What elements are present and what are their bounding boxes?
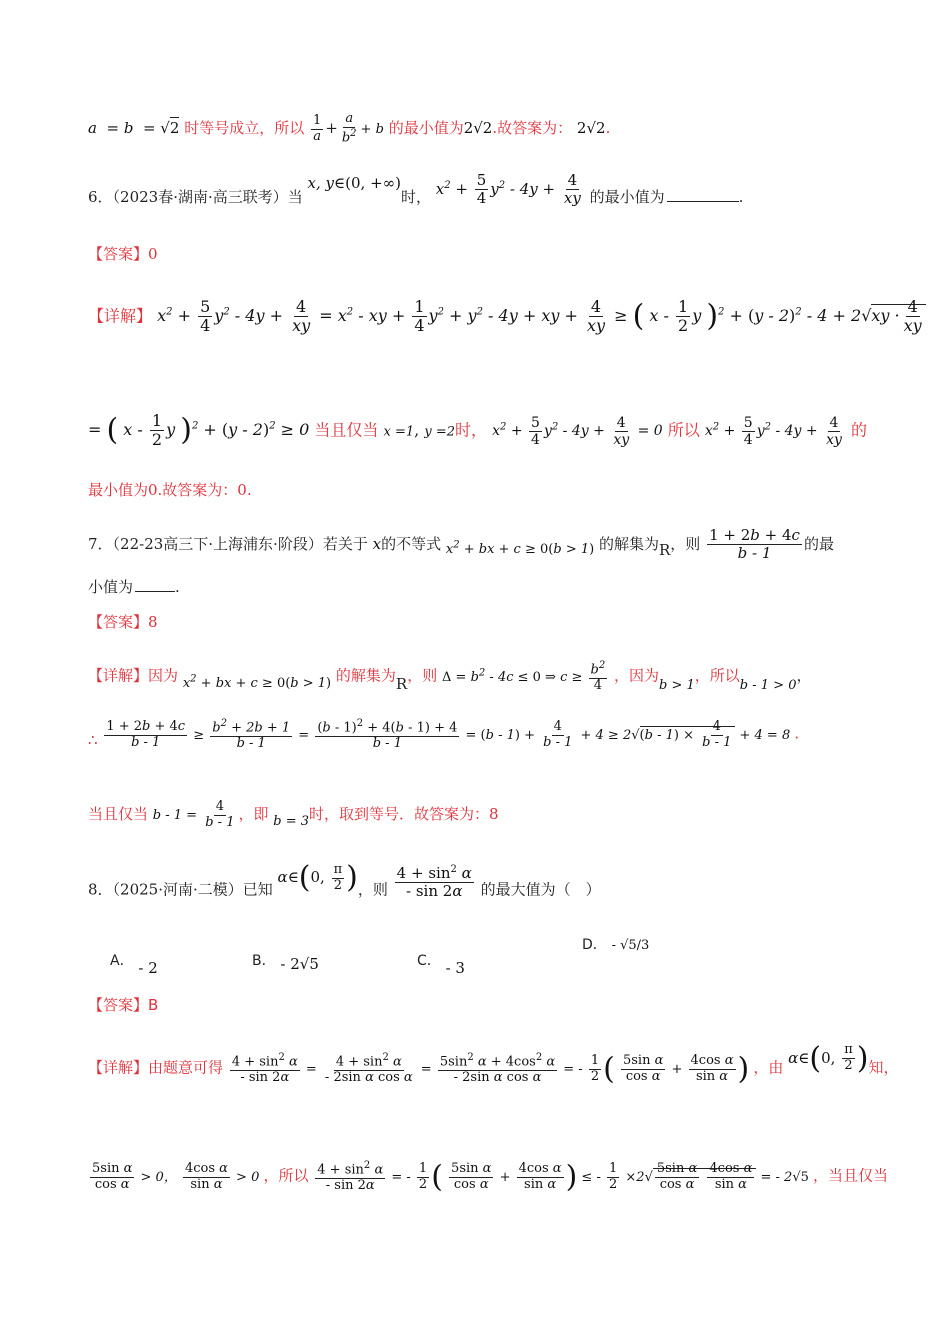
q8-zhi: 知， [868, 1058, 899, 1077]
q7-b-eq-3: b = 3 [273, 813, 310, 829]
q7-line2: 小值为 [88, 578, 134, 596]
q6-detail-expr4: $x^2$ + $\frac{5}{4}$ $y^2 - 4y$ + $\frac{4}{xy}$ [704, 414, 842, 448]
q8-domain: α∈(0, $\frac{\pi}{2}$ ) [277, 860, 358, 896]
q6-stem: 6．（2023春·湖南·高三联考）当 x, y∈(0, +∞)时， $x^2$ + $\frac{5}{4}$ $y^2 - 4y$ + $\frac{4}{xy}$ 的最小值为 . [88, 171, 744, 208]
option-b-label: B． [252, 953, 276, 969]
q6-expression: $x^2$ + $\frac{5}{4}$ $y^2 - 4y$ + $\frac{4}{xy}$ [435, 171, 581, 208]
q6-cond: 当且仅当 [314, 420, 379, 440]
q8-answer-value: B [148, 996, 159, 1014]
detail-label: 【详解】 [88, 666, 149, 685]
q8-detail-expr3: $\frac{4 + \sin^2 \alpha}{- \sin 2\alpha}$ = - $\frac{1}{2}$ ( $\frac{\text{5sin α}}{\text{cos α}}$ + $\frac{\text{4cos α}}{\text{sin α}}$ ) ≤ - $\frac{1}{2}$ ×2√ $\frac{\text{5sin α}}{\text{cos α}}$ $\frac{\text{4cos α}}{\text{sin α}}$ = - 2√5 [317, 1159, 809, 1195]
q7-answer [88, 612, 158, 632]
q7-b-minus-1: b - 1 > 0 [739, 677, 797, 693]
q7-detail-line3 [88, 800, 499, 831]
q6-source: （2023春·湖南·高三联考）当 [112, 187, 303, 206]
q6-suoyi: 所以 [667, 420, 700, 440]
q7-r: R [658, 540, 671, 559]
q8-number: 8． [88, 880, 113, 899]
q8-end: ，当且仅当 [813, 1166, 889, 1185]
q8-detail-expr2: $\frac{\text{5sin α}}{\text{cos α}}$ > 0， $\frac{\text{4cos α}}{\text{sin α}}$ > 0 [92, 1160, 264, 1192]
option-c[interactable] [417, 950, 465, 977]
q6-mid: 时， [400, 187, 431, 206]
q7-detail-line2: ∴ $\frac{1 + 2b + 4c}{b - 1}$ ≥ $\frac{b^2 + 2b + 1}{b - 1}$ = $\frac{(b - 1)^2 + 4(b - 1) + 4}{b - 1}$ = (b - 1) + $\frac{4}{b - 1}$ + 4 ≥ 2√(b - 1) × $\frac{4}{b - 1}$ + 4 = 8 . [88, 718, 800, 752]
q7-detail-line1: 【详解】因为 $x^2$ + bx + c ≥ 0(b > 1) 的解集为R，则 $\Delta = b^2 - 4c \le 0$ ⇒ c ≥ $\frac{b^2}{4}$ ，因为b > 1，所以b - 1 > 0， [88, 660, 812, 694]
q6-shi: 时， [454, 420, 487, 440]
option-a-value: - 2 [138, 959, 158, 977]
q6-detail-expr3: $x^2$ + $\frac{5}{4}$ $y^2 - 4y$ + $\frac{4}{xy}$ = 0 [492, 414, 663, 448]
q7-source: （22-23高三下·上海浦东·阶段）若关于 [112, 534, 368, 553]
prev-tail-text3: .故答案为： [492, 119, 573, 138]
option-a-label: A． [110, 953, 134, 969]
q8-source: （2025·河南·二模）已知 [112, 880, 273, 899]
answer-label: 【答案】 [88, 996, 149, 1014]
q6-detail-line2: = ( x - $\frac{1}{2}$ y )$^2$ + (y - 2)$^2$ ≥ 0 当且仅当 x =1, y =2时， $x^2$ + $\frac{5}{4}$ $y^2 - 4y$ + $\frac{4}{xy}$ = 0 所以 $x^2$ + $\frac{5}{4}$ $y^2 - 4y$ + $\frac{4}{xy}$ 的 [88, 411, 868, 450]
q8-ask: 的最大值为（ ） [480, 880, 601, 899]
q7-r2: R [395, 674, 408, 693]
q7-because: 因为 [148, 666, 179, 685]
q7-last-eq: b - 1 = $\frac{4}{b - 1}$ [152, 799, 235, 830]
q7-answer-value: 8 [148, 613, 158, 631]
q8-you: ，由 [753, 1058, 784, 1077]
q8-expression: $\frac{4 + \sin^2 \alpha}{- \sin 2\alpha}$ [396, 864, 472, 901]
q7-because2: ，因为 [614, 666, 660, 685]
option-d[interactable] [582, 934, 649, 954]
q6-cond-x: x =1 [383, 424, 415, 440]
prev-min-value: 2√2 [463, 119, 493, 138]
q7-then: ，则 [407, 666, 438, 685]
q8-intro: 由题意可得 [148, 1058, 224, 1077]
detail-label: 【详解】 [88, 306, 153, 326]
q7-so: ，所以 [694, 666, 740, 685]
prev-answer-value: 2√2 [576, 119, 606, 138]
q7-chain: $\frac{1 + 2b + 4c}{b - 1}$ ≥ $\frac{b^2 + 2b + 1}{b - 1}$ = $\frac{(b - 1)^2 + 4(b - 1) + 4}{b - 1}$ = (b - 1) + $\frac{4}{b - 1}$ + 4 ≥ 2√(b - 1) × $\frac{4}{b - 1}$ + 4 = 8 [106, 718, 795, 752]
q7-source2: 的不等式 [381, 534, 442, 553]
therefore-symbol: ∴ [88, 730, 98, 749]
q8-then: ，则 [357, 880, 388, 899]
q8-detail-line1 [88, 1040, 899, 1087]
option-b-value: - 2√5 [280, 955, 319, 973]
q6-final: 最小值为0.故答案为：0. [88, 481, 252, 499]
q6-detail-expr2: = ( x - $\frac{1}{2}$ y )$^2$ + (y - 2)$^2$ ≥ 0 [88, 411, 310, 450]
q7-stem [88, 527, 834, 563]
frac-1-over-a: $\frac{1}{a}$ [312, 112, 322, 144]
option-d-value: - √5/3 [611, 938, 650, 953]
q7-last-c: 时，取到等号．故答案为：8 [309, 804, 499, 823]
q7-x: x [372, 534, 382, 553]
q7-source4: ，则 [670, 534, 701, 553]
q7-blank [135, 577, 175, 592]
answer-label: 【答案】 [88, 613, 149, 631]
equality-condition: a = b = √2 [88, 119, 180, 138]
q8-detail-line2 [88, 1160, 888, 1194]
option-c-label: C． [417, 953, 441, 969]
detail-label: 【详解】 [88, 1058, 149, 1077]
q8-domain2: α∈(0, $\frac{\pi}{2}$ ) [788, 1040, 869, 1076]
q7-fraction: $\frac{1 + 2b + 4c}{b - 1}$ [709, 526, 800, 563]
prev-tail-text2: 的最小值为 [388, 119, 464, 138]
prev-answer-line: a = b = √2 时等号成立，所以 $\frac{1}{a}$ + $\frac{a}{b^2}$ + b 的最小值为2√2.故答案为： 2√2. [88, 111, 611, 146]
frac-a-over-b2: $\frac{a}{b^2}$ [341, 111, 357, 146]
q7-last-a: 当且仅当 [88, 804, 149, 823]
answer-label: 【答案】 [88, 245, 149, 263]
q7-ineq2: $x^2$ + bx + c ≥ 0(b > 1) [182, 673, 332, 691]
q6-detail-expr1: $x^2$ + $\frac{5}{4}$ $y^2 - 4y$ + $\frac{4}{xy}$ = $x^2$ - xy + $\frac{1}{4}$ $y^2 + y^2 - 4y$ + xy + $\frac{4}{xy}$ ≥ ( x - $\frac{1}{2}$ y )$^2$ + (y - 2)$^2$ - 4 + 2√xy · $\frac{4}{xy}$ [157, 306, 926, 325]
option-b[interactable] [252, 950, 319, 973]
q6-de: 的 [851, 420, 868, 440]
q7-delta: $\Delta = b^2 - 4c \le 0$ ⇒ c ≥ $\frac{b^2}{4}$ [442, 660, 606, 694]
q6-ask: 的最小值为 [589, 187, 665, 206]
q8-answer [88, 995, 158, 1015]
q7-source5: 的最 [803, 534, 834, 553]
q6-answer [88, 244, 158, 264]
q7-stem-line2: 小值为 . [88, 578, 180, 596]
q8-stem [88, 860, 601, 909]
q8-suoyi: ，所以 [263, 1166, 309, 1185]
option-d-label: D． [582, 937, 607, 953]
q7-inequality: $x^2$ + bx + c ≥ 0(b > 1) [445, 539, 595, 557]
q7-number: 7． [88, 534, 113, 553]
q7-last-b: ，即 [238, 804, 269, 823]
q7-solset: 的解集为 [335, 666, 396, 685]
option-c-value: - 3 [445, 959, 465, 977]
q7-b-gt-1: b > 1 [659, 677, 695, 693]
q7-source3: 的解集为 [598, 534, 659, 553]
prev-tail-text: 时等号成立，所以 [184, 119, 305, 138]
q8-detail-expr1: $\frac{4 + \sin^2 \alpha}{- \sin 2\alpha}$ = $\frac{4 + \sin^2 \alpha}{\text{- 2sin α cos α}}$ = $\frac{5\sin^2 \alpha + 4\cos^2 \alpha}{\text{- 2sin α cos α}}$ = - $\frac{1}{2}$ ( $\frac{\text{5sin α}}{\text{cos α}}$ + $\frac{\text{4cos α}}{\text{sin α}}$ ) [231, 1051, 750, 1087]
q6-number: 6． [88, 187, 113, 206]
q6-answer-value: 0 [148, 245, 158, 263]
q6-detail-line1 [88, 298, 926, 336]
option-a[interactable] [110, 950, 158, 977]
q6-blank [667, 187, 739, 202]
q6-domain: x, y∈(0, +∞) [307, 173, 401, 192]
q6-cond-y: y =2 [424, 424, 455, 440]
